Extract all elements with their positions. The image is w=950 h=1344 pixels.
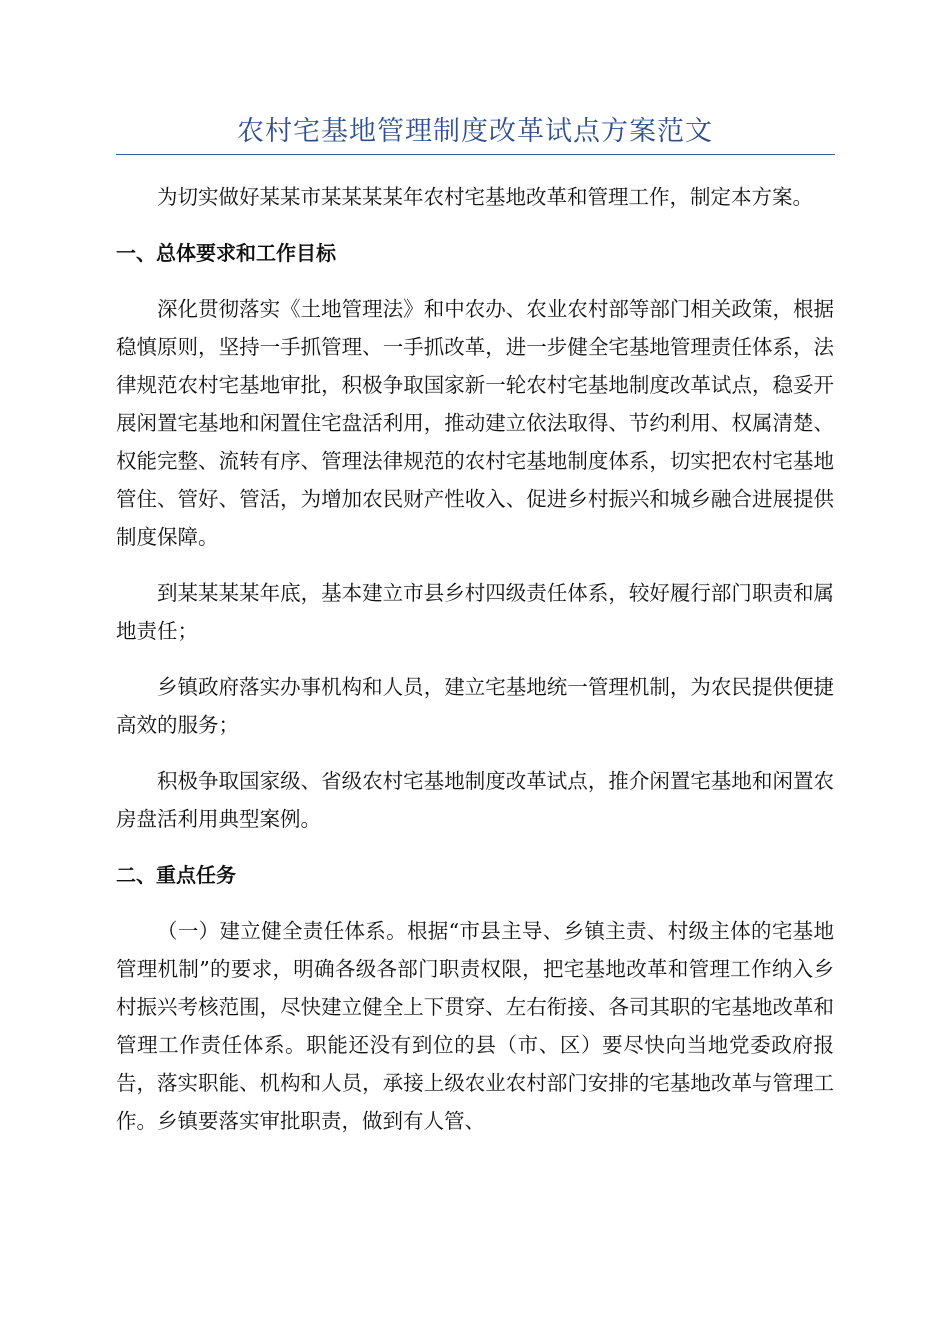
section1-paragraph-3: 乡镇政府落实办事机构和人员，建立宅基地统一管理机制，为农民提供便捷高效的服务； [116, 675, 834, 737]
title-underline [116, 154, 835, 155]
document-body [116, 178, 834, 1158]
document-title: 农村宅基地管理制度改革试点方案范文 [237, 116, 713, 147]
section1-paragraph-4: 积极争取国家级、省级农村宅基地制度改革试点，推介闲置宅基地和闲置农房盘活利用典型案例。 [116, 769, 834, 831]
section1-paragraph-2: 到某某某某年底，基本建立市县乡村四级责任体系，较好履行部门职责和属地责任； [116, 581, 834, 643]
section2-paragraph-1: （一）建立健全责任体系。根据“市县主导、乡镇主责、村级主体的宅基地管理机制”的要求，明确各级各部门职责权限，把宅基地改革和管理工作纳入乡村振兴考核范围，尽快建立健全上下贯穿、左右衔接、各司其职的宅基地改革和管理工作责任体系。职能还没有到位的县（市、区）要尽快向当地党委政府报告，落实职能、机构和人员，承接上级农业农村部门安排的宅基地改革与管理工作。乡镇要落实审批职责，做到有人管、 [116, 919, 834, 1133]
intro-paragraph: 为切实做好某某市某某某某年农村宅基地改革和管理工作，制定本方案。 [157, 185, 813, 209]
section1-paragraph-1: 深化贯彻落实《土地管理法》和中农办、农业农村部等部门相关政策，根据稳慎原则，坚持一手抓管理、一手抓改革，进一步健全宅基地管理责任体系，法律规范农村宅基地审批，积极争取国家新一轮农村宅基地制度改革试点，稳妥开展闲置宅基地和闲置住宅盘活利用，推动建立依法取得、节约利用、权属清楚、权能完整、流转有序、管理法律规范的农村宅基地制度体系，切实把农村宅基地管住、管好、管活，为增加农民财产性收入、促进乡村振兴和城乡融合进展提供制度保障。 [116, 297, 834, 549]
section-heading-1: 一、总体要求和工作目标 [116, 241, 336, 265]
section-heading-2: 二、重点任务 [116, 863, 236, 887]
